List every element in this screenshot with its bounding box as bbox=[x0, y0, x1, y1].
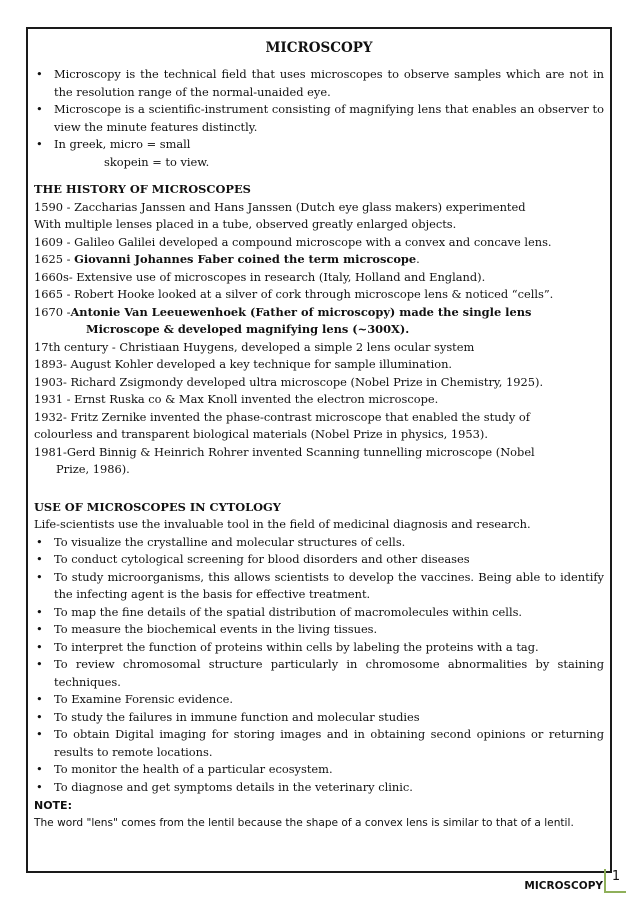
history-line: 1609 - Galileo Galilei developed a compound microscope with a convex and concave lens. bbox=[34, 234, 552, 249]
history-heading: THE HISTORY OF MICROSCOPES bbox=[34, 182, 251, 196]
list-item: • To interpret the function of proteins within cells by labeling the proteins with a tag. bbox=[34, 639, 604, 657]
history-line: 1981-Gerd Binnig & Heinrich Rohrer invented Scanning tunnelling microscope (Nobel bbox=[34, 444, 535, 459]
list-item: • To obtain Digital imaging for storing images and in obtaining second opinions or returning results to remote locations. bbox=[34, 726, 604, 761]
list-item: • In greek, micro = small bbox=[34, 136, 604, 154]
history-line bbox=[34, 251, 604, 269]
document-body bbox=[34, 66, 604, 832]
history-line: 1903- Richard Zsigmondy developed ultra microscope (Nobel Prize in Chemistry, 1925). bbox=[34, 374, 544, 389]
list-item: • To diagnose and get symptoms details in the veterinary clinic. bbox=[34, 779, 604, 797]
history-line: Microscope & developed magnifying lens (~300X). bbox=[86, 322, 410, 336]
history-line: 1660s- Extensive use of microscopes in research (Italy, Holland and England). bbox=[34, 269, 486, 284]
history-highlight: Antonie Van Leeuewenhoek (Father of microscopy) made the single lens bbox=[70, 304, 532, 319]
list-item: • Microscopy is the technical field that uses microscopes to observe samples which are not in the resolution range of the normal-unaided eye. bbox=[34, 66, 604, 101]
list-item: • Microscope is a scientific-instrument consisting of magnifying lens that enables an observer to view the minute features distinctly. bbox=[34, 101, 604, 136]
history-line: 17th century - Christiaan Huygens, developed a simple 2 lens ocular system bbox=[34, 339, 475, 354]
history-line: 1590 - Zaccharias Janssen and Hans Janssen (Dutch eye glass makers) experimented bbox=[34, 199, 526, 214]
greek-definition bbox=[34, 154, 604, 172]
history-line: With multiple lenses placed in a tube, observed greatly enlarged objects. bbox=[34, 217, 457, 231]
history-line: 1665 - Robert Hooke looked at a silver of cork through microscope lens & noticed “cells”. bbox=[34, 287, 554, 301]
page-title: MICROSCOPY bbox=[265, 40, 373, 56]
history-year: 1625 - bbox=[34, 252, 75, 266]
list-item: • To review chromosomal structure particularly in chromosome abnormalities by staining techniques. bbox=[34, 656, 604, 691]
history-line bbox=[34, 304, 604, 322]
history-line: colourless and transparent biological materials (Nobel Prize in physics, 1953). bbox=[34, 427, 488, 441]
uses-list bbox=[34, 534, 604, 797]
note-heading: NOTE: bbox=[34, 799, 72, 812]
history-line: 1893- August Kohler developed a key technique for sample illumination. bbox=[34, 357, 453, 371]
list-item: • To study microorganisms, this allows scientists to develop the vaccines. Being able to identify the infecting agent is the basis for effective treatment. bbox=[34, 569, 604, 604]
history-punct: . bbox=[416, 252, 420, 266]
history-line: Prize, 1986). bbox=[56, 462, 130, 476]
list-item: • To measure the biochemical events in the living tissues. bbox=[34, 621, 604, 639]
history-line: 1931 - Ernst Ruska co & Max Knoll invented the electron microscope. bbox=[34, 392, 439, 406]
list-item: • To map the fine details of the spatial distribution of macromolecules within cells. bbox=[34, 604, 604, 622]
history-line: 1932- Fritz Zernike invented the phase-contrast microscope that enabled the study of bbox=[34, 409, 530, 424]
intro-list bbox=[34, 66, 604, 154]
list-item: • To monitor the health of a particular ecosystem. bbox=[34, 761, 604, 779]
note-text: The word "lens" comes from the lentil because the shape of a convex lens is similar to that of a lentil. bbox=[34, 816, 574, 829]
history-year: 1670 - bbox=[34, 304, 71, 319]
page-number: 1 bbox=[604, 869, 626, 893]
uses-intro: Life-scientists use the invaluable tool in the field of medicinal diagnosis and research. bbox=[34, 517, 531, 531]
greek-skopein: skopein = to view. bbox=[104, 154, 210, 169]
list-item: • To visualize the crystalline and molecular structures of cells. bbox=[34, 534, 604, 552]
footer-label: MICROSCOPY bbox=[524, 880, 603, 892]
uses-heading: USE OF MICROSCOPES IN CYTOLOGY bbox=[34, 499, 281, 514]
history-highlight: Giovanni Johannes Faber coined the term microscope bbox=[74, 252, 417, 266]
list-item: • To study the failures in immune function and molecular studies bbox=[34, 709, 604, 727]
list-item: • To Examine Forensic evidence. bbox=[34, 691, 604, 709]
list-item: • To conduct cytological screening for blood disorders and other diseases bbox=[34, 551, 604, 569]
